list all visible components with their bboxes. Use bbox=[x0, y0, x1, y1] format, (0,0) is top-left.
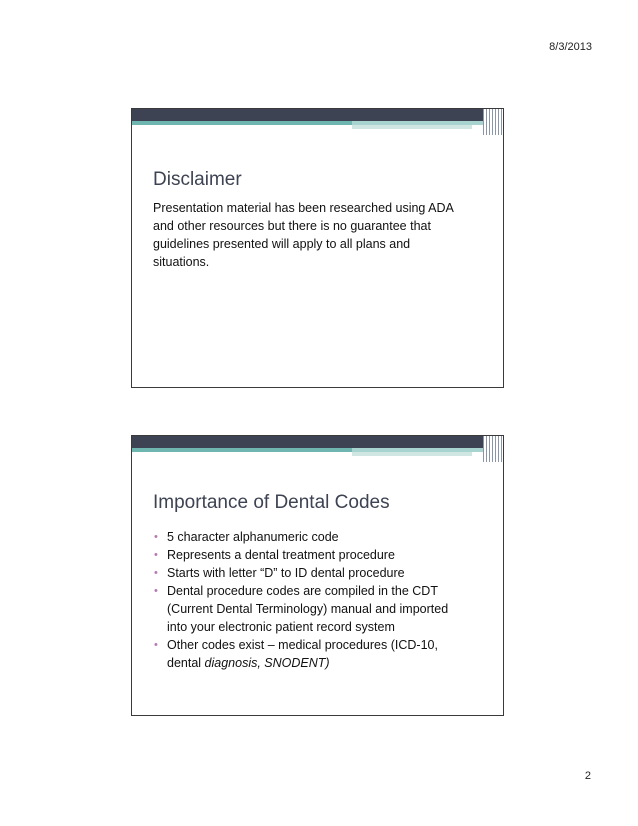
slide-header-band bbox=[132, 436, 503, 466]
bullet-item: • Other codes exist – medical procedures (ICD-10, dental diagnosis, SNODENT) bbox=[154, 638, 438, 670]
slide-dental-codes bbox=[131, 435, 504, 716]
bullet-icon: • bbox=[154, 531, 158, 543]
bullet-icon: • bbox=[154, 549, 158, 561]
body-line: situations. bbox=[153, 255, 210, 269]
bullet-item: • Represents a dental treatment procedure bbox=[154, 548, 395, 562]
header-light-bar bbox=[352, 125, 472, 129]
page-number: 2 bbox=[584, 770, 591, 782]
header-stripes bbox=[483, 436, 503, 462]
bullet-icon: • bbox=[154, 639, 158, 651]
slide-disclaimer bbox=[131, 108, 504, 388]
bullet-item: • 5 character alphanumeric code bbox=[154, 530, 339, 544]
body-line: and other resources but there is no guarantee that bbox=[153, 219, 431, 233]
bullet-icon: • bbox=[154, 585, 158, 597]
slide-title: Disclaimer bbox=[153, 169, 242, 190]
slide-body bbox=[153, 528, 493, 672]
header-stripes bbox=[483, 109, 503, 135]
header-dark-bar bbox=[132, 109, 503, 121]
bullet-item: • Starts with letter “D” to ID dental procedure bbox=[154, 566, 405, 580]
body-line: guidelines presented will apply to all plans and bbox=[153, 237, 411, 251]
page-date: 8/3/2013 bbox=[549, 41, 592, 53]
header-light-bar bbox=[352, 452, 472, 456]
slide-header-band bbox=[132, 109, 503, 139]
slide-body bbox=[153, 199, 493, 271]
bullet-icon: • bbox=[154, 567, 158, 579]
body-line: Presentation material has been researched using ADA bbox=[153, 201, 454, 215]
header-teal-bar bbox=[132, 121, 352, 125]
header-dark-bar bbox=[132, 436, 503, 448]
bullet-item: • Dental procedure codes are compiled in the CDT (Current Dental Terminology) manual and imported into your electronic patient record system bbox=[154, 584, 449, 634]
slide-title: Importance of Dental Codes bbox=[153, 492, 390, 513]
header-teal-bar bbox=[132, 448, 352, 452]
bullet-list bbox=[153, 528, 493, 672]
